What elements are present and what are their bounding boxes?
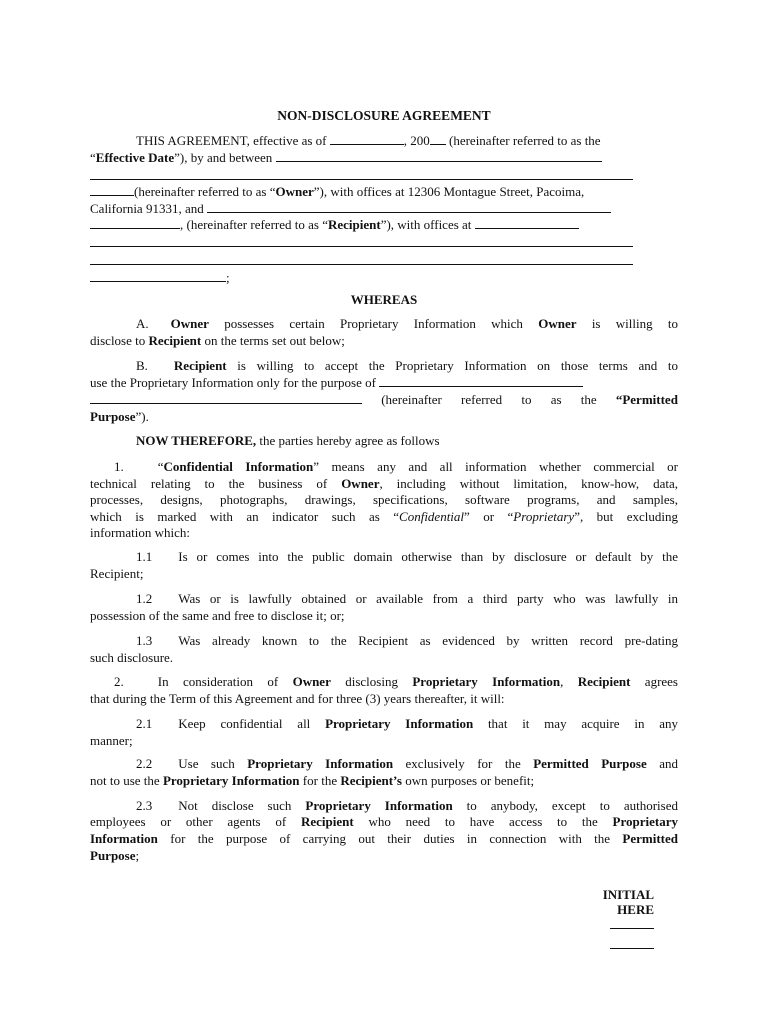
intro-line-4: (hereinafter referred to as “Owner”), with offices at 12306 Montague Street, Pacoima, [90, 183, 678, 200]
clause-1-3-line-1: 1.3 Was already known to the Recipient as evidenced by written record pre-dating [136, 633, 678, 648]
initial-here-label-2: HERE [617, 902, 654, 917]
recipient-name-blank-2[interactable] [90, 216, 180, 229]
clause-2-3-line-2: employees or other agents of Recipient who need to have access to the Proprietary [90, 814, 679, 829]
intro-line-9: ; [90, 269, 678, 286]
clause-1-2-line-2: possession of the same and free to disclose it; or; [90, 608, 345, 623]
whereas-b-line-4: Purpose”). [90, 409, 149, 424]
whereas-b-line-2: use the Proprietary Information only for the purpose of [90, 374, 678, 391]
effective-date-blank[interactable] [330, 132, 404, 145]
whereas-heading: WHEREAS [350, 292, 418, 307]
address-blank-line-2[interactable] [90, 264, 633, 265]
initial-here-label-1: INITIAL [602, 887, 654, 902]
effective-date-term: Effective Date [95, 150, 175, 165]
party-one-blank-line[interactable] [90, 179, 633, 180]
clause-2-1-line-1: 2.1 Keep confidential all Proprietary Information that it may acquire in any [136, 716, 678, 731]
recipient-name-blank[interactable] [207, 200, 611, 213]
document-title: NON-DISCLOSURE AGREEMENT [277, 108, 491, 123]
owner-name-blank[interactable] [90, 183, 134, 196]
recipient-term: Recipient [327, 217, 381, 232]
owner-term: Owner [275, 184, 314, 199]
initial-blank-2[interactable] [610, 948, 654, 949]
party-one-blank[interactable] [276, 149, 602, 162]
clause-1-2-line-1: 1.2 Was or is lawfully obtained or available from a third party who was lawfully in [136, 591, 678, 606]
whereas-a-line-2: disclose to Recipient on the terms set out below; [90, 333, 345, 348]
intro-line-1: THIS AGREEMENT, effective as of , 200 (hereinafter referred to as the [136, 133, 601, 148]
now-therefore-line: NOW THEREFORE, the parties hereby agree as follows [136, 433, 440, 448]
clause-2-3-line-3: Information for the purpose of carrying out their duties in connection with the Permitted [90, 831, 679, 846]
intro-line-5: California 91331, and [90, 200, 678, 217]
clause-1-1-line-1: 1.1 Is or comes into the public domain otherwise than by disclosure or default by the [136, 549, 678, 564]
clause-2-line-1: 2. In consideration of Owner disclosing Proprietary Information, Recipient agrees [114, 674, 678, 689]
intro-line-2: “Effective Date”), by and between [90, 149, 678, 166]
clause-2-3-line-1: 2.3 Not disclose such Proprietary Information to anybody, except to authorised [136, 798, 678, 813]
clause-1-1-line-2: Recipient; [90, 566, 144, 581]
clause-1-line-3: processes, designs, photographs, drawings, specifications, software programs, and samples, [90, 492, 678, 507]
whereas-b-line-1: B. Recipient is willing to accept the Proprietary Information on those terms and to [136, 358, 678, 373]
initial-blank-1[interactable] [610, 928, 654, 929]
clause-2-2-line-1: 2.2 Use such Proprietary Information exclusively for the Permitted Purpose and [136, 756, 678, 771]
clause-2-line-2: that during the Term of this Agreement and for three (3) years thereafter, it will: [90, 691, 505, 706]
year-blank[interactable] [430, 132, 446, 145]
purpose-blank-2[interactable] [90, 391, 362, 404]
whereas-b-line-3: (hereinafter referred to as the “Permitted [90, 391, 678, 408]
address-blank-end[interactable] [90, 269, 226, 282]
clause-1-line-1: 1. “Confidential Information” means any and all information whether commercial or [114, 459, 679, 474]
clause-2-3-line-4: Purpose; [90, 848, 140, 863]
clause-1-line-2: technical relating to the business of Owner, including without limitation, know-how, data, [90, 476, 678, 491]
address-blank-line-1[interactable] [90, 246, 633, 247]
clause-2-2-line-2: not to use the Proprietary Information for the Recipient’s own purposes or benefit; [90, 773, 535, 788]
clause-1-line-5: information which: [90, 525, 191, 540]
recipient-address-blank[interactable] [475, 216, 579, 229]
clause-1-3-line-2: such disclosure. [90, 650, 174, 665]
clause-2-1-line-2: manner; [90, 733, 133, 748]
intro-line-6: , (hereinafter referred to as “Recipient”), with offices at [90, 216, 678, 233]
whereas-a-line-1: A. Owner possesses certain Proprietary Information which Owner is willing to [136, 316, 679, 331]
clause-1-line-4: which is marked with an indicator such as “Confidential” or “Proprietary”, but excluding [90, 509, 678, 524]
purpose-blank[interactable] [379, 374, 583, 387]
